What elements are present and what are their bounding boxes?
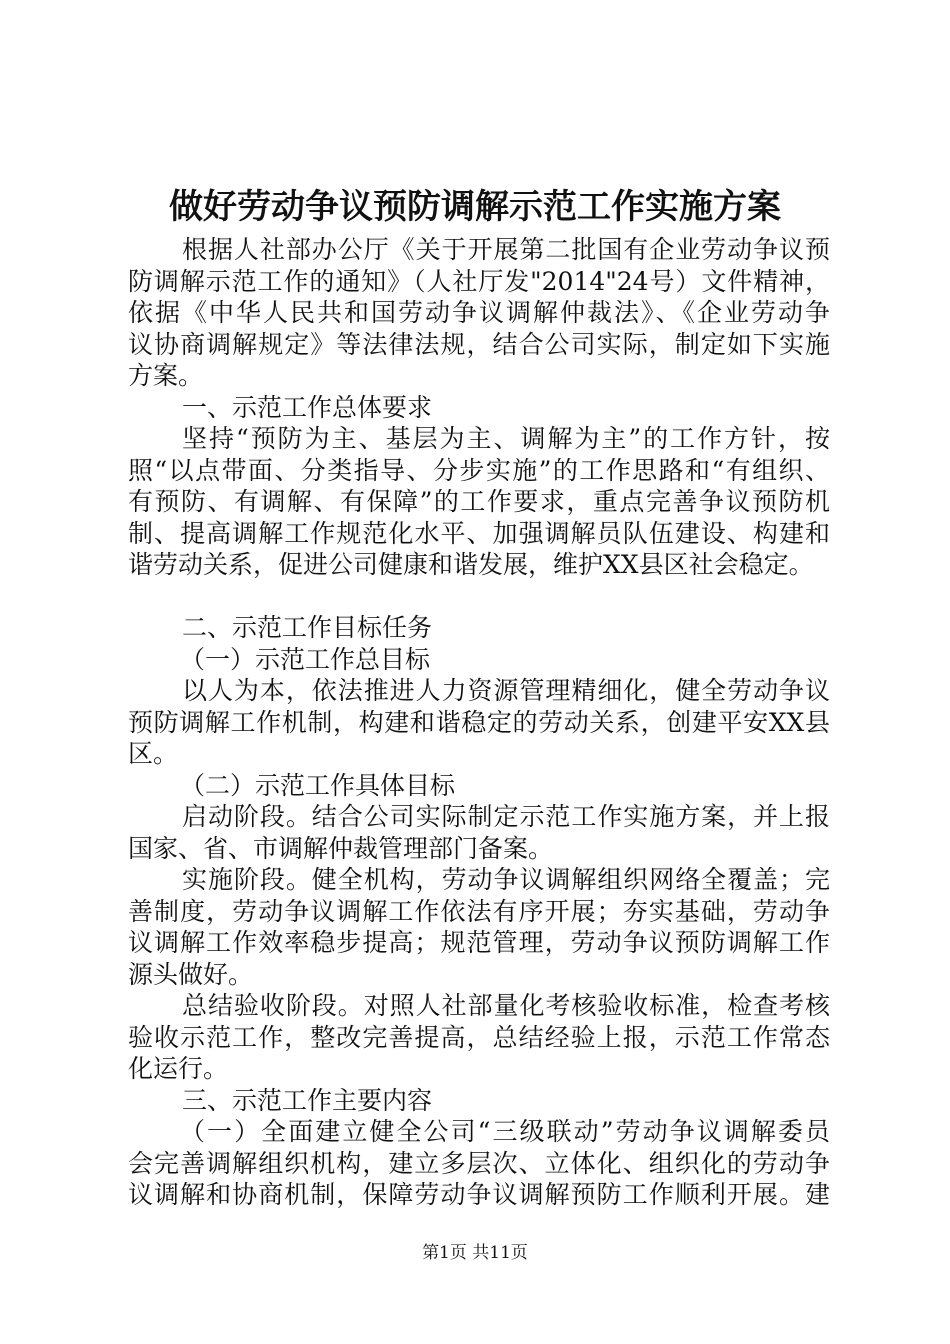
paragraph-line: 源头做好。 [128,959,254,989]
paragraph-line: 会完善调解组织机构，建立多层次、立体化、组织化的劳动争 [128,1148,830,1178]
paragraph-line: 照“以点带面、分类指导、分步实施”的工作思路和“有组织、 [128,455,830,485]
paragraph-line: 化运行。 [128,1054,229,1083]
document-body [128,234,830,1211]
paragraph-line: 启动阶段。结合公司实际制定示范工作实施方案，并上报 [182,802,830,831]
paragraph-line: 验收示范工作，整改完善提高，总结经验上报，示范工作常态 [128,1022,830,1052]
paragraph-line: 预防调解工作机制，构建和谐稳定的劳动关系，创建平安XX县 [128,707,830,737]
paragraph-line: 方案。 [128,361,204,390]
page-number: 第1页 共11页 [422,1243,528,1263]
paragraph-line: 依据《中华人民共和国劳动争议调解仲裁法》、《企业劳动争 [128,298,830,327]
paragraph-line: 防调解示范工作的通知》（人社厅发"2014"24号）文件精神， [128,266,830,296]
paragraph-line: 国家、省、市调解仲裁管理部门备案。 [128,833,554,863]
paragraph-line: （一）全面建立健全公司“三级联动”劳动争议调解委员 [180,1117,830,1146]
paragraph-line: 以人为本，依法推进人力资源管理精细化，健全劳动争议 [182,676,830,705]
paragraph-line: 制、提高调解工作规范化水平、加强调解员队伍建设、构建和 [128,518,830,548]
paragraph-line: 总结验收阶段。对照人社部量化考核验收标准，检查考核 [182,991,830,1020]
blank-line [128,581,830,613]
paragraph-line: 根据人社部办公厅《关于开展第二批国有企业劳动争议预 [182,235,830,264]
paragraph-line: 谐劳动关系，促进公司健康和谐发展，维护XX县区社会稳定。 [128,550,814,579]
section-heading: 二、示范工作目标任务 [182,613,433,642]
section-heading: 一、示范工作总体要求 [182,392,433,422]
paragraph-line: 有预防、有调解、有保障”的工作要求，重点完善争议预防机 [128,487,830,516]
subsection-heading: （二）示范工作具体目标 [180,770,456,800]
paragraph-line: 善制度，劳动争议调解工作依法有序开展；夯实基础，劳动争 [128,896,830,926]
paragraph-line: 议调解和协商机制，保障劳动争议调解预防工作顺利开展。建 [128,1180,830,1209]
subsection-heading: （一）示范工作总目标 [180,644,431,674]
section-heading: 三、示范工作主要内容 [182,1085,433,1115]
paragraph-line: 区。 [128,739,179,768]
document-title: 做好劳动争议预防调解示范工作实施方案 [169,187,781,227]
paragraph-line: 议协商调解规定》等法律法规，结合公司实际，制定如下实施 [128,329,830,359]
paragraph-line: 议调解工作效率稳步提高；规范管理，劳动争议预防调解工作 [128,928,830,957]
paragraph-line: 坚持“预防为主、基层为主、调解为主”的工作方针，按 [182,424,830,453]
paragraph-line: 实施阶段。健全机构，劳动争议调解组织网络全覆盖；完 [182,865,830,894]
